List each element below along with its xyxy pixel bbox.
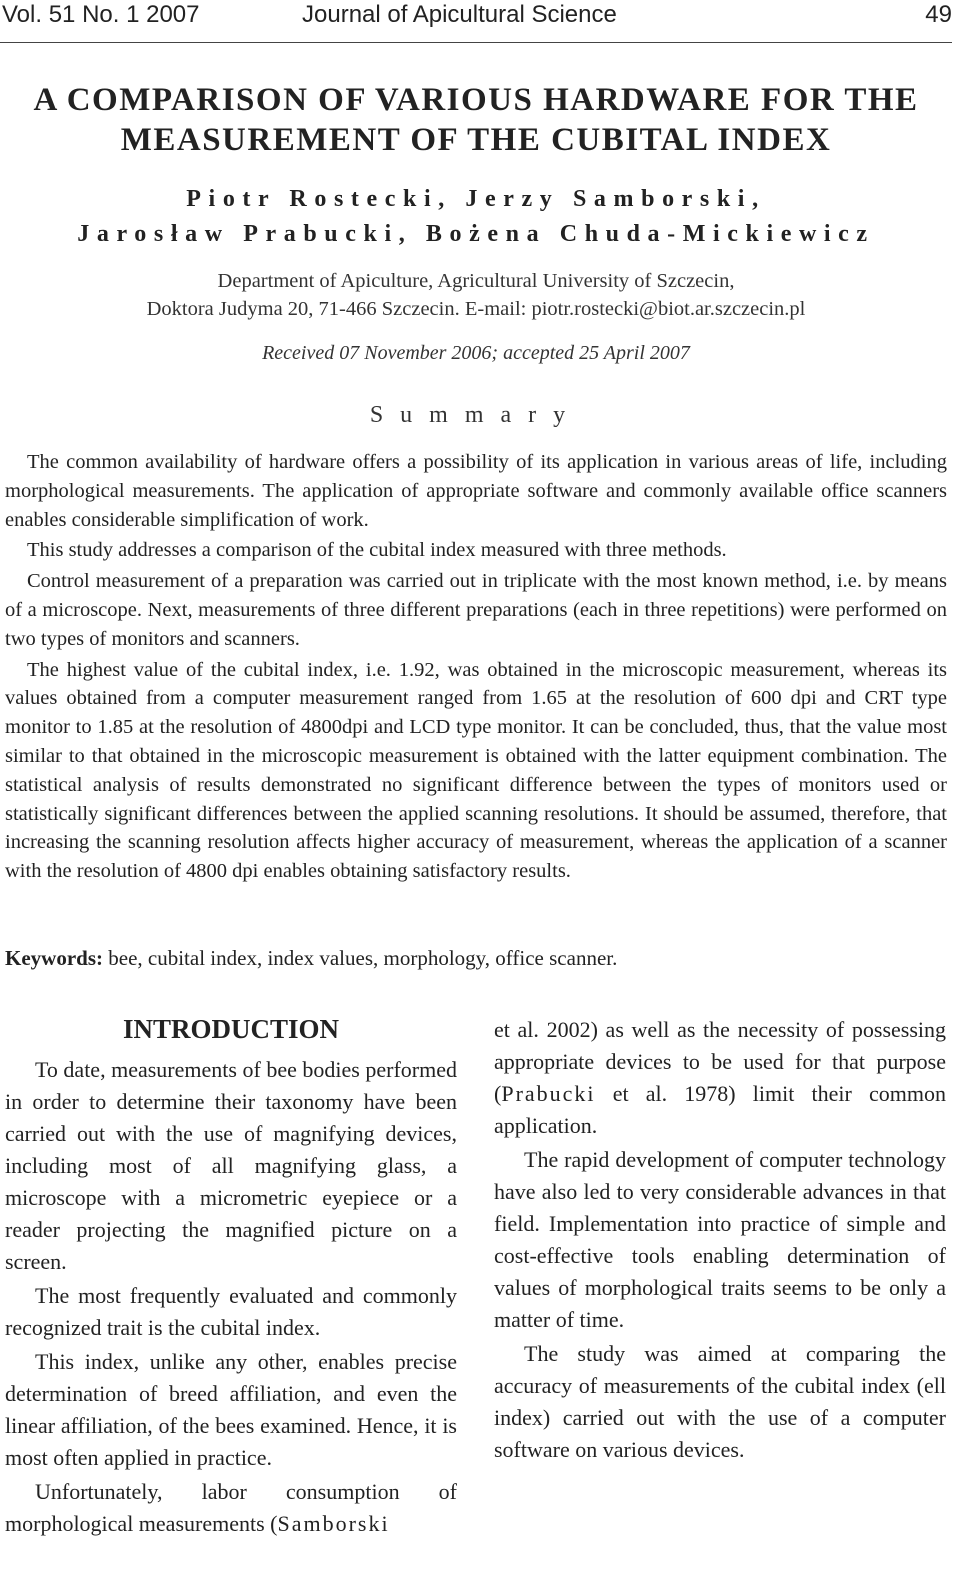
introduction-heading: INTRODUCTION xyxy=(122,1014,340,1044)
body-paragraph: This index, unlike any other, enables precise determination of breed affiliation, and even the linear affiliation, of the bees examined. Hence, it is most often applied in practice. xyxy=(5,1349,457,1470)
body-paragraph: The rapid development of computer technology have also led to very considerable advances in that field. Implementation into practice of simple and cost-effective tools enabling determination of values of morphological traits seems to be only a matter of time. xyxy=(494,1147,946,1332)
affiliation xyxy=(0,267,952,323)
abstract-paragraph: This study addresses a comparison of the cubital index measured with three methods. xyxy=(27,539,727,562)
abstract-paragraph: The common availability of hardware offers a possibility of its application in various areas of life, including morphological measurements. The application of appropriate software and commonly available office scanners enables considerable simplification of work. xyxy=(5,451,947,531)
keywords-label: Keywords: xyxy=(5,946,103,970)
body-text: et al. 1978) limit their common application. xyxy=(494,1081,946,1138)
body-paragraph xyxy=(494,1014,946,1142)
received-dates: Received 07 November 2006; accepted 25 April 2007 xyxy=(262,342,690,364)
summary-heading: Summary xyxy=(369,402,583,428)
body-paragraph: The study was aimed at comparing the accuracy of measurements of the cubital index (ell index) carried out with the use of a computer software on various devices. xyxy=(494,1341,946,1462)
abstract-paragraph: Control measurement of a preparation was carried out in triplicate with the most known method, i.e. by means of a microscope. Next, measurements of three different preparations (each in three repetitions) were performed on two types of monitors and scanners. xyxy=(5,570,947,650)
body-paragraph xyxy=(5,1476,457,1540)
body-text: Unfortunately, labor consumption of morphological measurements ( xyxy=(5,1479,457,1536)
header-divider xyxy=(0,42,952,43)
body-text: et al. 2002) as well as the necessity of possessing appropriate devices to be used for that purpose ( xyxy=(494,1017,946,1106)
abstract-paragraph: The highest value of the cubital index, i.e. 1.92, was obtained in the microscopic measurement, whereas its values obtained from a computer measurement ranged from 1.65 at the resolution of 600 dpi and CRT type monitor to 1.85 at the resolution of 4800dpi and LCD type monitor. It can be concluded, thus, that the value most similar to that obtained in the microscopic measurement is obtained with the latter equipment combination. The statistical analysis of results demonstrated no significant difference between the types of monitors used or statistically significant differences between the applied scanning resolutions. It should be assumed, therefore, that increasing the scanning resolution affects higher accuracy of measurement, whereas the application of a scanner with the resolution of 4800 dpi enables obtaining satisfactory results. xyxy=(5,658,947,883)
abstract xyxy=(5,448,947,886)
affiliation-line-2: Doktora Judyma 20, 71-466 Szczecin. E-mail: piotr.rostecki@biot.ar.szczecin.pl xyxy=(146,298,806,320)
page-number: 49 xyxy=(925,1,952,28)
authors-line-2: Jarosław Prabucki, Bożena Chuda-Mickiewicz xyxy=(77,221,875,247)
volume-info: Vol. 51 No. 1 2007 xyxy=(2,1,200,28)
keywords-text: bee, cubital index, index values, morphology, office scanner. xyxy=(108,946,618,970)
running-header xyxy=(0,0,952,34)
title-line-1: A COMPARISON OF VARIOUS HARDWARE FOR THE xyxy=(33,82,919,118)
author-citation: Samborski xyxy=(277,1511,390,1536)
article-title xyxy=(0,80,952,160)
journal-name: Journal of Apicultural Science xyxy=(302,1,617,28)
author-citation: Prabucki xyxy=(501,1081,596,1106)
title-line-2: MEASUREMENT OF THE CUBITAL INDEX xyxy=(120,122,832,158)
affiliation-line-1: Department of Apiculture, Agricultural University of Szczecin, xyxy=(217,270,735,292)
author-list xyxy=(0,182,952,252)
body-column-left xyxy=(5,1012,457,1540)
body-paragraph: To date, measurements of bee bodies performed in order to determine their taxonomy have been carried out with the use of magnifying devices, including most of all magnifying glass, a microscope with a micrometric eyepiece or a reader projecting the magnified picture on a screen. xyxy=(5,1057,457,1274)
authors-line-1: Piotr Rostecki, Jerzy Samborski, xyxy=(186,186,766,212)
body-paragraph: The most frequently evaluated and commonly recognized trait is the cubital index. xyxy=(5,1283,457,1340)
body-column-right xyxy=(494,1014,946,1466)
keywords xyxy=(5,944,947,972)
